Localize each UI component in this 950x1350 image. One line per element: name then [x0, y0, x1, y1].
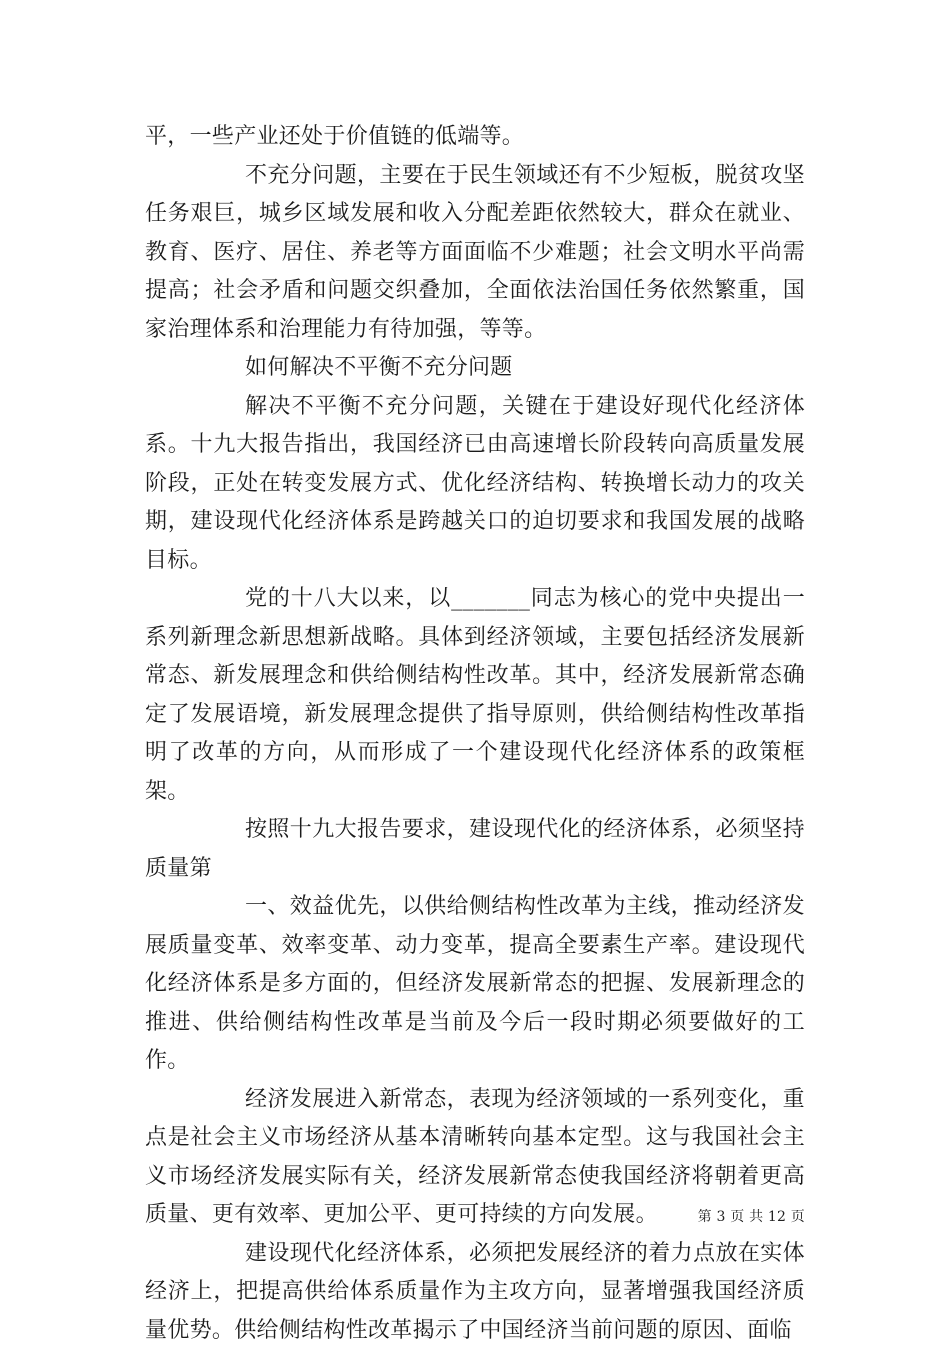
paragraph: 平，一些产业还处于价值链的低端等。: [145, 118, 805, 157]
page-number-footer: 第 3 页 共 12 页: [698, 1206, 805, 1226]
document-body: [145, 118, 805, 1350]
paragraph: 不充分问题，主要在于民生领域还有不少短板，脱贫攻坚任务艰巨，城乡区域发展和收入分配差距依然较大，群众在就业、教育、医疗、居住、养老等方面面临不少难题；社会文明水平尚需提高；社会矛盾和问题交织叠加，全面依法治国任务依然繁重，国家治理体系和治理能力有待加强，等等。: [145, 157, 805, 350]
section-heading: 如何解决不平衡不充分问题: [145, 349, 805, 388]
paragraph: 解决不平衡不充分问题，关键在于建设好现代化经济体系。十九大报告指出，我国经济已由高速增长阶段转向高质量发展阶段，正处在转变发展方式、优化经济结构、转换增长动力的攻关期，建设现代化经济体系是跨越关口的迫切要求和我国发展的战略目标。: [145, 388, 805, 581]
paragraph: 一、效益优先，以供给侧结构性改革为主线，推动经济发展质量变革、效率变革、动力变革，提高全要素生产率。建设现代化经济体系是多方面的，但经济发展新常态的把握、发展新理念的推进、供给侧结构性改革是当前及今后一段时期必须要做好的工作。: [145, 888, 805, 1081]
paragraph: 经济发展进入新常态，表现为经济领域的一系列变化，重点是社会主义市场经济从基本清晰转向基本定型。这与我国社会主义市场经济发展实际有关，经济发展新常态使我国经济将朝着更高质量、更有效率、更加公平、更可持续的方向发展。: [145, 1081, 805, 1235]
paragraph: 按照十九大报告要求，建设现代化的经济体系，必须坚持质量第: [145, 811, 805, 888]
paragraph: 党的十八大以来，以_______同志为核心的党中央提出一系列新理念新思想新战略。具体到经济领域，主要包括经济发展新常态、新发展理念和供给侧结构性改革。其中，经济发展新常态确定了发展语境，新发展理念提供了指导原则，供给侧结构性改革指明了改革的方向，从而形成了一个建设现代化经济体系的政策框架。: [145, 580, 805, 811]
paragraph: 建设现代化经济体系，必须把发展经济的着力点放在实体经济上，把提高供给体系质量作为主攻方向，显著增强我国经济质量优势。供给侧结构性改革揭示了中国经济当前问题的原因、面临: [145, 1235, 805, 1350]
